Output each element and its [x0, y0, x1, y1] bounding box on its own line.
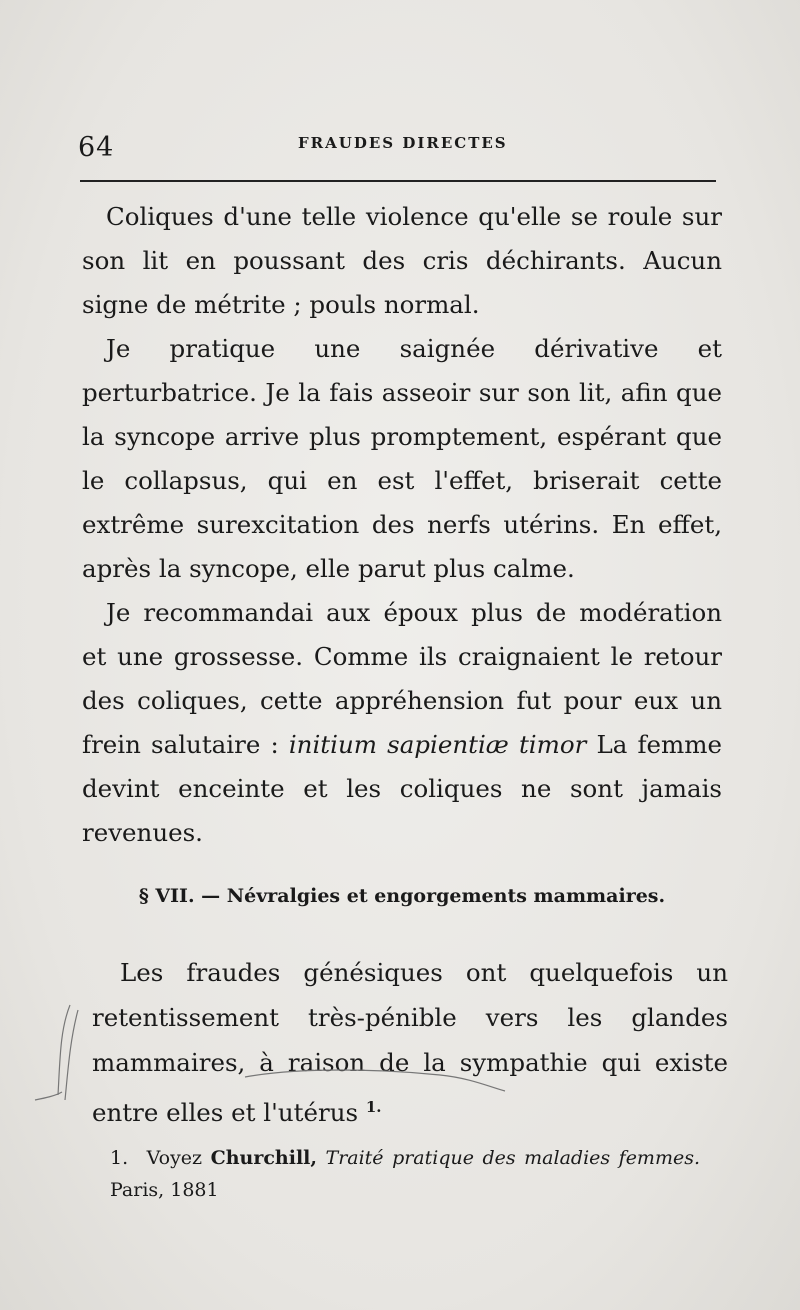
- footnote-title: Traité pratique des maladies femmes.: [325, 1147, 700, 1169]
- page-header: [78, 128, 718, 168]
- paragraph-text: La femme devint enceinte et les coliques ne sont jamais revenues.: [82, 730, 723, 847]
- paragraph-text: Je recommandai aux époux plus de modération et une grossesse. Comme ils craignaient le retour des coliques, cette appréhension fut pour eux un frein salutaire :: [82, 598, 722, 759]
- paragraph: Coliques d'une telle violence qu'elle se roule sur son lit en poussant des cris déchirants. Aucun signe de métrite ; pouls normal.: [82, 202, 722, 319]
- pencil-underline-icon: [240, 1065, 510, 1095]
- paragraph-text: Les fraudes génésiques ont quelquefois un retentissement très-pénible vers les glandes mammaires, à raison de la sympathie qui existe entre elles et l'utérus: [92, 958, 728, 1128]
- header-rule: [80, 180, 716, 182]
- body-text: [82, 195, 722, 855]
- running-head: FRAUDES DIRECTES: [298, 134, 508, 152]
- footnote-prefix: Voyez: [146, 1147, 203, 1169]
- body-text-section: [92, 950, 728, 1135]
- paragraph: [82, 591, 722, 855]
- footnote: [110, 1142, 700, 1206]
- footnote-number: 1.: [110, 1147, 129, 1169]
- pencil-mark-icon: [30, 1000, 90, 1110]
- footnote-author: Churchill,: [210, 1147, 317, 1169]
- section-heading: § VII. — Névralgies et engorgements mammaires.: [138, 885, 666, 907]
- latin-quote: initium sapientiæ timor: [288, 730, 587, 759]
- paragraph: Je pratique une saignée dérivative et perturbatrice. Je la fais asseoir sur son lit, afin que la syncope arrive plus promptement, espérant que le collapsus, qui en est l'effet, briserait cette extrême surexcitation des nerfs utérins. En effet, après la syncope, elle parut plus calme.: [82, 334, 722, 583]
- page-number: 64: [78, 132, 115, 163]
- paragraph: [92, 950, 728, 1135]
- footnote-suffix: Paris, 1881: [110, 1179, 219, 1201]
- footnote-reference: 1.: [365, 1098, 382, 1116]
